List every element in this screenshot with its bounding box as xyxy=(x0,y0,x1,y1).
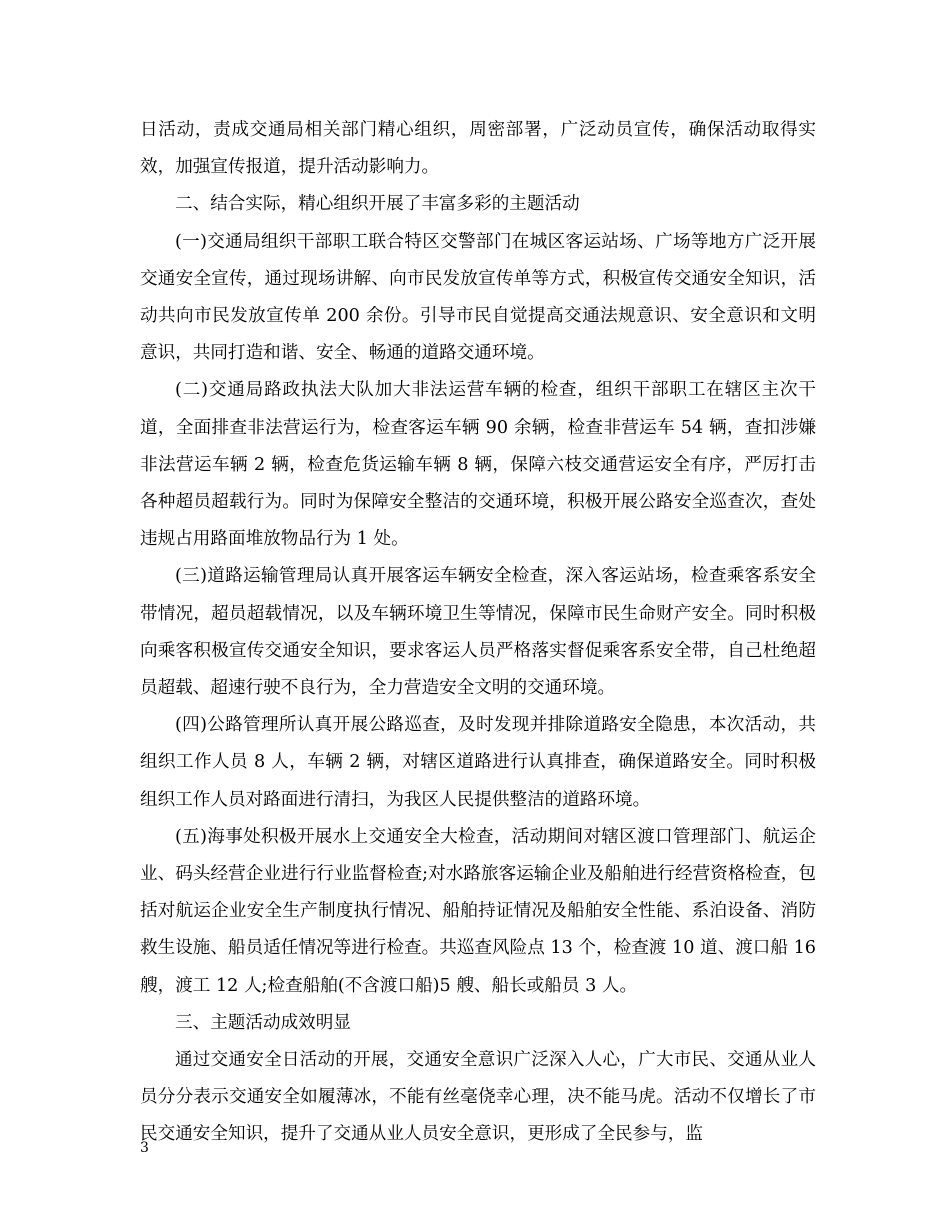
paragraph-item-1: (一)交通局组织干部职工联合特区交警部门在城区客运站场、广场等地方广泛开展交通安全宣传，通过现场讲解、向市民发放宣传单等方式，积极宣传交通安全知识，活动共向市民发放宣传单 200 余份。引导市民自觉提高交通法规意识、安全意识和文明意识，共同打造和谐、安全、畅通的道路交通环境。 xyxy=(140,231,816,364)
section-heading-2: 二、结合实际，精心组织开展了丰富多彩的主题活动 xyxy=(175,194,580,215)
page-number: 3 xyxy=(140,1140,149,1156)
paragraph-results: 通过交通安全日活动的开展，交通安全意识广泛深入人心，广大市民、交通从业人员分分表示交通安全如履薄冰，不能有丝毫侥幸心理，决不能马虎。活动不仅增长了市民交通安全知识，提升了交通从业人员安全意识，更形成了全民参与，监 xyxy=(140,1050,816,1145)
section-heading-3: 三、主题活动成效明显 xyxy=(175,1012,351,1033)
document-body xyxy=(140,112,816,1154)
paragraph-item-2: (二)交通局路政执法大队加大非法运营车辆的检查，组织干部职工在辖区主次干道，全面排查非法营运行为，检查客运车辆 90 余辆，检查非营运车 54 辆，查扣涉嫌非法营运车辆 2 辆，检查危货运输车辆 8 辆，保障六枝交通营运安全有序，严厉打击各种超员超载行为。同时为保障安全整洁的交通环境，积极开展公路安全巡查次，查处违规占用路面堆放物品行为 1 处。 xyxy=(140,380,816,550)
paragraph-item-4: (四)公路管理所认真开展公路巡查，及时发现并排除道路安全隐患，本次活动，共组织工作人员 8 人，车辆 2 辆，对辖区道路进行认真排查，确保道路安全。同时积极组织工作人员对路面进行清扫，为我区人民提供整洁的道路环境。 xyxy=(140,715,816,810)
paragraph-item-3: (三)道路运输管理局认真开展客运车辆安全检查，深入客运站场，检查乘客系安全带情况，超员超载情况，以及车辆环境卫生等情况，保障市民生命财产安全。同时积极向乘客积极宣传交通安全知识，要求客运人员严格落实督促乘客系安全带，自己杜绝超员超载、超速行驶不良行为，全力营造安全文明的交通环境。 xyxy=(140,566,816,699)
paragraph-continuation: 日活动，责成交通局相关部门精心组织，周密部署，广泛动员宣传，确保活动取得实效，加强宣传报道，提升活动影响力。 xyxy=(140,120,816,178)
paragraph-item-5: (五)海事处积极开展水上交通安全大检查，活动期间对辖区渡口管理部门、航运企业、码头经营企业进行行业监督检查;对水路旅客运输企业及船舶进行经营资格检查，包括对航运企业安全生产制度执行情况、船舶持证情况及船舶安全性能、系泊设备、消防救生设施、船员适任情况等进行检查。共巡查风险点 13 个，检查渡 10 道、渡口船 16 艘，渡工 12 人;检查船舶(不含渡口船)5 艘、船长或船员 3 人。 xyxy=(140,826,816,996)
